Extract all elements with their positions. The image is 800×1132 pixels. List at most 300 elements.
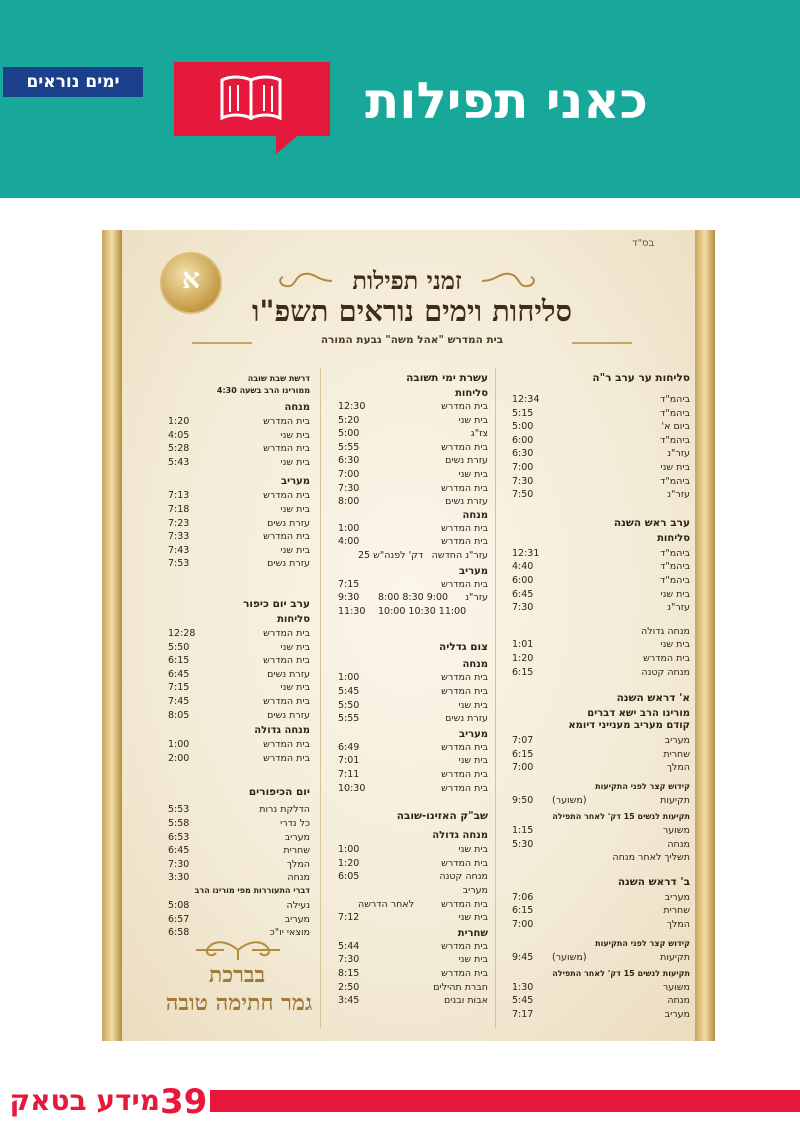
row-label: בית שני [280, 682, 310, 694]
schedule-row [168, 710, 310, 723]
blessing-line-2: גמר חתימה טובה [165, 990, 313, 1016]
row-label: בית המדרש [441, 898, 488, 910]
row-time: 5:00 [512, 421, 534, 433]
row-label: הדלקת נרות [259, 804, 310, 816]
row-label: בית המדרש [441, 686, 488, 697]
section-title: סליחות ער ערב ר"ה [592, 372, 690, 384]
row-time: 7:23 [168, 517, 190, 529]
brand-logo: מידע בטאק [9, 1084, 160, 1117]
gold-border-right [695, 230, 715, 1041]
row-time: 7:50 [512, 489, 534, 501]
row-label: תקיעות [660, 951, 690, 963]
poster-location: בית המדרש "אהל משה" גבעת המורה [320, 334, 504, 346]
row-label: מעריב [664, 1008, 690, 1020]
row-label: בית המדרש [441, 782, 488, 794]
row-label: מעריב [664, 891, 690, 903]
row-time: 9:50 [512, 795, 534, 806]
schedule-row [512, 602, 690, 615]
row-time: 5:00 [338, 428, 360, 440]
schedule-row [338, 954, 488, 967]
section-title: ערב יום כיפור [243, 598, 310, 610]
schedule-row [338, 941, 488, 954]
row-time: 7:17 [512, 1008, 534, 1020]
row-extra: לאחר הדרשה [358, 898, 415, 910]
section-subtitle: סליחות [657, 532, 690, 544]
row-label: ביהמ"ד [660, 475, 690, 487]
section-title: א' דראש השנה [616, 692, 690, 705]
section-subtitle: מעריב [459, 565, 488, 577]
row-time: 7:30 [168, 858, 190, 870]
row-label: עזרת נשים [445, 496, 488, 508]
schedule-row [512, 667, 690, 680]
title-box [174, 62, 330, 136]
row-time: 4:05 [168, 429, 190, 441]
row-time: 7:18 [168, 504, 190, 515]
row-time: 7:11 [338, 769, 360, 780]
row-label: עזרת נשים [267, 668, 310, 680]
schedule-row [168, 682, 310, 695]
row-label: בית שני [280, 429, 310, 441]
row-label: מעריב [664, 735, 690, 747]
row-time: 8:05 [168, 709, 190, 721]
row-time: 7:00 [338, 469, 360, 480]
prayer-times-poster [102, 230, 715, 1041]
row-time: 7:30 [338, 954, 360, 966]
row-time: 7:15 [338, 578, 360, 590]
section-title: ערב ראש השנה [613, 516, 690, 529]
row-time: 4:00 [338, 536, 360, 548]
schedule-row [338, 592, 488, 605]
row-label: בית המדרש [441, 536, 488, 548]
section-title: עשרת ימי תשובה [406, 372, 488, 384]
row-label: מנחה [667, 995, 690, 1007]
row-label: ביהמ"ד [660, 561, 690, 573]
row-time: 6:30 [512, 448, 534, 460]
schedule-row [338, 783, 488, 796]
schedule-row [168, 558, 310, 571]
row-label: בית שני [280, 456, 310, 468]
schedule-row [338, 483, 488, 496]
row-time: 1:01 [512, 639, 534, 651]
row-label: בית המדרש [441, 741, 488, 753]
row-time: 5:08 [168, 900, 190, 911]
row-time: 7:01 [338, 755, 360, 767]
schedule-row [168, 753, 310, 766]
sermon-note: ממורינו הרב בשעה 4:30 [216, 386, 310, 395]
row-time: 12:31 [512, 547, 540, 559]
row-label: מנחה [287, 872, 310, 884]
row-time: 7:12 [338, 912, 360, 924]
row-label: עזר"נ החדשה [431, 550, 488, 561]
schedule-row [512, 435, 690, 448]
row-label: מנחה גדולה [641, 625, 690, 637]
row-time: 6:58 [168, 927, 190, 939]
schedule-row [338, 713, 488, 726]
row-label: בית המדרש [441, 522, 488, 534]
section-subtitle: מעריב [459, 728, 488, 740]
row-time: 5:30 [512, 838, 534, 850]
row-time: 3:30 [168, 872, 190, 884]
row-time: 11:30 [338, 605, 366, 617]
row-label: עזרת נשים [267, 517, 310, 529]
logo-letter: א [182, 262, 200, 295]
schedule-row [512, 749, 690, 762]
row-extra: (משוער) [552, 795, 587, 806]
schedule-row [512, 952, 690, 965]
row-label: עזר"נ [465, 592, 488, 604]
section-subtitle: מעריב [281, 476, 310, 488]
row-time: 1:00 [168, 739, 190, 751]
page-number: 39 [160, 1082, 208, 1122]
schedule-row [338, 455, 488, 468]
schedule-row [168, 490, 310, 503]
schedule-row [168, 669, 310, 682]
row-label: מעריב [462, 885, 488, 896]
schedule-row [168, 655, 310, 668]
schedule-row [512, 408, 690, 421]
schedule-row [338, 700, 488, 713]
schedule-row [168, 443, 310, 456]
row-time: 5:58 [168, 818, 190, 829]
row-time: 1:00 [338, 844, 360, 856]
schedule-row [512, 1009, 690, 1022]
row-label: בית המדרש [263, 443, 310, 455]
row-label: בית המדרש [263, 531, 310, 543]
poster-subtitle: סליחות וימים נוראים תשפ"ו [251, 294, 573, 328]
schedule-row [168, 914, 310, 927]
row-time: 6:00 [512, 575, 534, 586]
schedule-row [168, 845, 310, 858]
row-time: 4:40 [512, 561, 534, 573]
schedule-row [512, 548, 690, 561]
row-label: עזרת נשים [267, 558, 310, 570]
schedule-row [512, 982, 690, 995]
row-time: 2:50 [338, 981, 360, 993]
row-time: 7:00 [512, 762, 534, 774]
schedule-row [512, 905, 690, 918]
row-extra: 8:00 8:30 9:00 [378, 592, 449, 604]
row-time: 1:15 [512, 825, 534, 836]
row-label: בית המדרש [441, 401, 488, 412]
row-time: 12:34 [512, 394, 540, 405]
row-label: עזר"נ [667, 448, 690, 460]
row-time: 7:33 [168, 531, 190, 543]
row-label: בית המדרש [643, 653, 690, 664]
row-label: מנחה קטנה [439, 871, 488, 883]
row-time: 6:45 [512, 588, 534, 600]
row-label: בית שני [660, 639, 690, 651]
schedule-row [338, 769, 488, 782]
schedule-row [512, 795, 690, 808]
row-label: שחרית [283, 845, 310, 857]
row-time: 5:44 [338, 940, 360, 952]
section-subtitle: סליחות [277, 614, 310, 625]
schedule-row [168, 900, 310, 913]
schedule-row [168, 818, 310, 831]
schedule-row [512, 448, 690, 461]
schedule-row [168, 804, 310, 817]
schedule-row [338, 858, 488, 871]
row-time: 5:20 [338, 414, 360, 426]
schedule-row [512, 995, 690, 1008]
row-label: בית המדרש [263, 628, 310, 639]
row-time: 5:43 [168, 456, 190, 468]
row-time: 6:15 [168, 655, 190, 667]
schedule-row [512, 626, 690, 639]
row-time: 12:28 [168, 628, 196, 639]
row-time: 7:30 [512, 475, 534, 487]
schedule-row [168, 859, 310, 872]
row-label: בית המדרש [263, 696, 310, 707]
row-label: בית שני [280, 544, 310, 556]
schedule-row [512, 489, 690, 502]
row-time: 5:15 [512, 407, 534, 419]
schedule-row [168, 430, 310, 443]
row-time: 6:45 [168, 668, 190, 680]
header-banner [0, 0, 800, 198]
row-time: 7:13 [168, 490, 190, 502]
row-time: 6:45 [168, 845, 190, 857]
row-label: תשליך לאחר מנחה [612, 852, 690, 864]
schedule-row [512, 735, 690, 748]
schedule-row [338, 536, 488, 549]
row-time: 1:20 [512, 653, 534, 664]
sermon-note: דברי התעוררות מפי מורינו הרב [194, 886, 310, 895]
row-label: בית שני [660, 588, 690, 600]
row-label: כל נדרי [280, 818, 310, 829]
row-time: 6:15 [512, 748, 534, 760]
schedule-row [512, 762, 690, 775]
schedule-row [338, 496, 488, 509]
schedule-row [338, 579, 488, 592]
row-time: 7:00 [512, 462, 534, 473]
schedule-row [512, 825, 690, 838]
row-time: 5:50 [338, 699, 360, 711]
schedule-row [338, 686, 488, 699]
row-time: 6:49 [338, 741, 360, 753]
row-time: 9:45 [512, 951, 534, 963]
row-time: 6:53 [168, 831, 190, 843]
row-label: תקיעות [660, 795, 690, 806]
row-label: בית המדרש [441, 940, 488, 952]
row-label: בית המדרש [263, 752, 310, 764]
schedule-row [338, 885, 488, 898]
schedule-row [512, 919, 690, 932]
schedule-row [338, 912, 488, 925]
row-label: בית שני [458, 844, 488, 856]
row-label: המלך [666, 919, 690, 930]
row-label: צז"ג [470, 428, 488, 440]
row-label: אבות ובנים [443, 995, 488, 1007]
row-time: 7:43 [168, 544, 190, 556]
row-time: 7:30 [338, 482, 360, 494]
row-label: בית המדרש [263, 490, 310, 502]
section-subtitle: שחרית [457, 927, 488, 939]
schedule-row [338, 871, 488, 884]
schedule-row [338, 672, 488, 685]
row-time: 8:00 [338, 496, 360, 508]
row-label: עזרת נשים [445, 455, 488, 467]
schedule-row [512, 653, 690, 666]
schedule-row [168, 504, 310, 517]
column-title: כאני תפילות [365, 72, 648, 130]
row-time: 5:55 [338, 713, 360, 725]
section-subtitle: מנחה [462, 659, 488, 671]
poster-title: זמני תפילות [352, 266, 462, 295]
footer-bar [210, 1090, 800, 1112]
row-time: 1:20 [168, 416, 190, 427]
row-time: 12:30 [338, 401, 366, 412]
row-label: בית המדרש [263, 416, 310, 427]
row-label: משוער [662, 825, 690, 836]
schedule-row [168, 457, 310, 470]
section-title: שב"ק האזינו-שובה [396, 810, 488, 823]
row-time: 6:00 [512, 434, 534, 446]
row-time: 2:00 [168, 752, 190, 764]
speech-tail [276, 132, 302, 154]
schedule-row [168, 531, 310, 544]
schedule-row [512, 561, 690, 574]
row-time: 6:15 [512, 905, 534, 917]
row-label: בית המדרש [441, 857, 488, 869]
row-time: 6:30 [338, 455, 360, 467]
section-subtitle: מנחה גדולה [432, 830, 488, 842]
schedule-row [168, 518, 310, 531]
row-label: ביהמ"ד [660, 434, 690, 446]
schedule-row [512, 575, 690, 588]
row-time: 10:30 [338, 782, 366, 794]
row-label: בית שני [280, 641, 310, 653]
row-label: בית המדרש [441, 769, 488, 780]
row-time: 5:55 [338, 441, 360, 453]
section-note: קודם מעריב מענייני דיומא [568, 720, 690, 732]
row-extra: (משוער) [552, 951, 587, 963]
row-label: מנחה [667, 838, 690, 850]
section-subtitle: מנחה [284, 402, 310, 413]
row-time: 1:00 [338, 672, 360, 684]
schedule-row [512, 394, 690, 407]
row-label: בית המדרש [441, 672, 488, 684]
schedule-row [338, 523, 488, 536]
schedule-row [338, 415, 488, 428]
row-label: המלך [666, 762, 690, 774]
section-note: מורינו הרב ישא דברים [587, 708, 690, 720]
row-label: בית שני [280, 504, 310, 515]
row-time: 1:20 [338, 857, 360, 869]
row-time: 5:53 [168, 804, 190, 816]
section-subtitle: מנחה [462, 509, 488, 521]
row-time: 7:07 [512, 735, 534, 747]
schedule-row [512, 462, 690, 475]
row-label: בית שני [458, 912, 488, 924]
open-book-icon [218, 74, 284, 124]
row-time: 6:05 [338, 871, 360, 883]
row-label: עזר"נ [667, 489, 690, 501]
schedule-row [168, 696, 310, 709]
row-label: שחרית [663, 905, 690, 917]
row-label: ביהמ"ד [660, 394, 690, 405]
row-label: בית המדרש [263, 739, 310, 751]
row-time: 1:30 [512, 981, 534, 993]
schedule-row [338, 469, 488, 482]
row-label: בית שני [458, 954, 488, 966]
schedule-row [168, 739, 310, 752]
row-time: 7:45 [168, 696, 190, 707]
row-label: ביהמ"ד [660, 575, 690, 586]
row-label: בית שני [660, 462, 690, 473]
row-label: בית המדרש [441, 441, 488, 453]
row-label: בית שני [458, 699, 488, 711]
row-label: מוצאי יו"כ [269, 927, 310, 939]
row-label: בית שני [458, 755, 488, 767]
row-label: המלך [286, 858, 310, 870]
row-label: בית המדרש [263, 655, 310, 667]
row-label: בית המדרש [441, 578, 488, 590]
row-label: מעריב [284, 913, 310, 925]
row-time: 1:00 [338, 522, 360, 534]
column-divider [320, 368, 321, 1028]
row-time: 7:00 [512, 919, 534, 930]
schedule-row [338, 401, 488, 414]
schedule-row [168, 872, 310, 885]
schedule-row [338, 442, 488, 455]
row-label: ביהמ"ד [660, 547, 690, 559]
schedule-row [512, 476, 690, 489]
row-extra: 25 דק' לפנה"ש [358, 550, 424, 561]
row-label: בית שני [458, 469, 488, 480]
schedule-row [338, 606, 488, 619]
blessing-line-1: בברכת [208, 962, 266, 988]
row-label: שחרית [663, 748, 690, 760]
schedule-row [168, 628, 310, 641]
column-divider [495, 368, 496, 1028]
row-time: 3:45 [338, 995, 360, 1007]
schedule-row [512, 589, 690, 602]
row-label: חברת תהילים [433, 981, 488, 993]
row-time: 8:15 [338, 968, 360, 979]
row-label: עזרת נשים [267, 709, 310, 721]
row-label: ביום א' [661, 421, 690, 433]
row-time: 6:15 [512, 666, 534, 678]
row-time: 7:06 [512, 891, 534, 903]
row-time: 5:45 [512, 995, 534, 1007]
row-label: משוער [662, 981, 690, 993]
schedule-row [338, 755, 488, 768]
row-label: בית שני [458, 414, 488, 426]
bsd-mark: בס"ד [632, 238, 655, 249]
schedule-row [338, 742, 488, 755]
row-time: 7:30 [512, 602, 534, 614]
kiddush-note: קידוש קצר לפני התקיעות [595, 938, 690, 948]
row-label: עזרת נשים [445, 713, 488, 725]
schedule-row [168, 642, 310, 655]
blessing-flourish-icon [188, 938, 288, 962]
row-label: מעריב [284, 831, 310, 843]
row-time: 5:45 [338, 686, 360, 697]
row-time: 5:50 [168, 641, 190, 653]
row-time: 6:57 [168, 913, 190, 925]
schedule-row [168, 927, 310, 940]
schedule-row [338, 428, 488, 441]
schedule-row [338, 968, 488, 981]
sermon-note: דרשת שבת שובה [247, 374, 310, 383]
section-subtitle: סליחות [455, 388, 488, 399]
section-title: צום גדליה [439, 641, 488, 654]
row-time: 5:28 [168, 443, 190, 455]
schedule-row [512, 892, 690, 905]
schedule-row [338, 982, 488, 995]
row-label: ביהמ"ד [660, 407, 690, 419]
